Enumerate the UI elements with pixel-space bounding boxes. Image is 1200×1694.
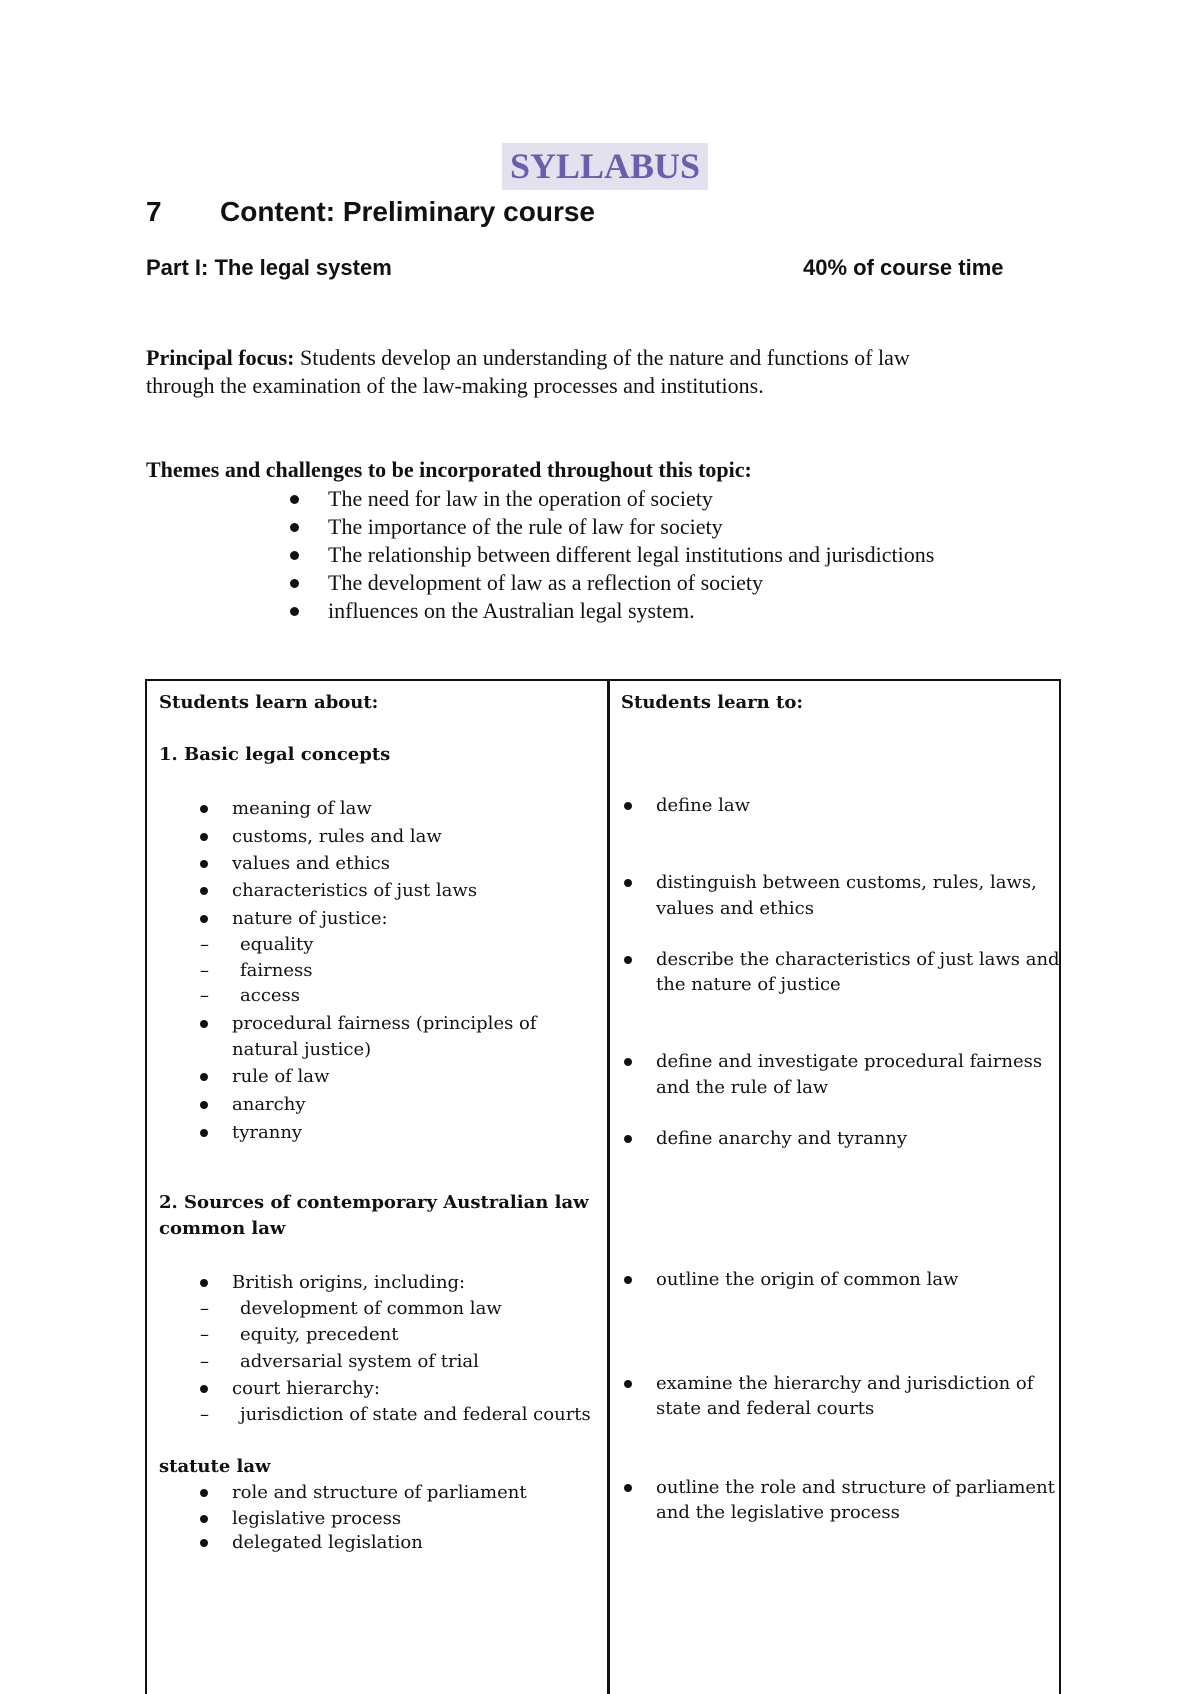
part-title: Part I: The legal system bbox=[146, 255, 392, 280]
list-item bbox=[290, 541, 934, 569]
list-item bbox=[232, 1064, 329, 1089]
bullet-icon bbox=[200, 805, 208, 813]
bullet-icon bbox=[624, 802, 632, 810]
bullet-icon bbox=[200, 887, 208, 895]
list-item bbox=[656, 1267, 958, 1292]
list-item-text: development of common law bbox=[240, 1298, 502, 1319]
themes-list bbox=[290, 485, 934, 625]
col2-header: Students learn to: bbox=[621, 692, 803, 713]
section2-title-line1: 2. Sources of contemporary Australian law bbox=[159, 1192, 589, 1213]
list-item-text: customs, rules and law bbox=[232, 826, 442, 847]
list-item-continuation: values and ethics bbox=[656, 898, 814, 919]
list-item bbox=[290, 597, 934, 625]
list-item-text: The relationship between different legal institutions and jurisdictions bbox=[328, 542, 935, 567]
list-item-text: The development of law as a reflection of society bbox=[328, 570, 763, 595]
sub-list-item bbox=[200, 983, 301, 1008]
principal-focus-line1 bbox=[146, 344, 910, 372]
statute-title: statute law bbox=[159, 1456, 271, 1477]
dash-icon: – bbox=[200, 934, 209, 955]
list-item-text: access bbox=[240, 985, 301, 1006]
list-item-text: tyranny bbox=[232, 1122, 303, 1143]
list-item-text: meaning of law bbox=[232, 798, 372, 819]
list-item-text: describe the characteristics of just laws and bbox=[656, 949, 1060, 970]
bullet-icon bbox=[624, 1276, 632, 1284]
bullet-icon bbox=[624, 1135, 632, 1143]
principal-focus-label: Principal focus: bbox=[146, 345, 295, 370]
list-item-text: characteristics of just laws bbox=[232, 880, 478, 901]
bullet-icon bbox=[200, 1129, 208, 1137]
list-item bbox=[232, 1011, 537, 1036]
bullet-icon bbox=[200, 1539, 208, 1547]
bullet-icon bbox=[624, 1484, 632, 1492]
principal-focus-text-1: Students develop an understanding of the nature and functions of law bbox=[300, 345, 910, 370]
dash-icon: – bbox=[200, 1298, 209, 1319]
bullet-icon bbox=[200, 1385, 208, 1393]
list-item-text: British origins, including: bbox=[232, 1272, 466, 1293]
list-item-text: fairness bbox=[240, 960, 313, 981]
list-item-text: legislative process bbox=[232, 1508, 402, 1529]
list-item-text: rule of law bbox=[232, 1066, 330, 1087]
list-item-text: procedural fairness (principles of bbox=[232, 1013, 537, 1034]
list-item-text: anarchy bbox=[232, 1094, 306, 1115]
part-time: 40% of course time bbox=[803, 255, 1004, 280]
bullet-icon bbox=[290, 551, 299, 560]
list-item bbox=[656, 1371, 1033, 1396]
list-item bbox=[232, 1120, 302, 1145]
list-item bbox=[656, 1126, 907, 1151]
bullet-icon bbox=[200, 860, 208, 868]
dash-icon: – bbox=[200, 985, 209, 1006]
list-item bbox=[232, 1092, 306, 1117]
list-item-text: define anarchy and tyranny bbox=[656, 1128, 908, 1149]
list-item-text: distinguish between customs, rules, laws, bbox=[656, 872, 1037, 893]
section-title: Content: Preliminary course bbox=[220, 196, 595, 227]
list-item-continuation: the nature of justice bbox=[656, 974, 841, 995]
dash-icon: – bbox=[200, 960, 209, 981]
table-right-border bbox=[1059, 679, 1061, 1694]
col1-header: Students learn about: bbox=[159, 692, 379, 713]
list-item bbox=[656, 870, 1037, 895]
list-item-text: define law bbox=[656, 795, 751, 816]
list-item bbox=[290, 513, 934, 541]
table-top-border bbox=[145, 679, 1061, 681]
themes-heading: Themes and challenges to be incorporated throughout this topic: bbox=[146, 457, 752, 482]
list-item-continuation: and the legislative process bbox=[656, 1502, 900, 1523]
table-column-divider bbox=[607, 679, 610, 1694]
list-item bbox=[232, 851, 390, 876]
list-item-text: values and ethics bbox=[232, 853, 390, 874]
section-heading bbox=[146, 196, 595, 228]
list-item-text: adversarial system of trial bbox=[240, 1351, 479, 1372]
sub-list-item bbox=[200, 932, 314, 957]
section2-title-line2: common law bbox=[159, 1218, 286, 1239]
list-item bbox=[232, 796, 372, 821]
list-item bbox=[232, 1506, 401, 1531]
bullet-icon bbox=[200, 1279, 208, 1287]
list-item-text: role and structure of parliament bbox=[232, 1482, 527, 1503]
list-item-text: court hierarchy: bbox=[232, 1378, 380, 1399]
syllabus-banner: SYLLABUS bbox=[502, 143, 708, 190]
part-line bbox=[146, 255, 1026, 281]
list-item bbox=[290, 569, 934, 597]
sub-list-item bbox=[200, 1322, 399, 1347]
list-item bbox=[232, 824, 442, 849]
list-item bbox=[232, 878, 477, 903]
list-item-text: equity, precedent bbox=[240, 1324, 399, 1345]
list-item-text: delegated legislation bbox=[232, 1532, 423, 1553]
bullet-icon bbox=[290, 523, 299, 532]
list-item-text: outline the origin of common law bbox=[656, 1269, 959, 1290]
list-item bbox=[656, 1475, 1055, 1500]
principal-focus-line2: through the examination of the law-making processes and institutions. bbox=[146, 373, 764, 398]
list-item bbox=[232, 1376, 380, 1401]
bullet-icon bbox=[624, 1380, 632, 1388]
sub-list-item bbox=[200, 1296, 502, 1321]
bullet-icon bbox=[290, 607, 299, 616]
list-item bbox=[232, 1480, 527, 1505]
list-item bbox=[232, 1270, 465, 1295]
bullet-icon bbox=[200, 1101, 208, 1109]
bullet-icon bbox=[200, 1489, 208, 1497]
dash-icon: – bbox=[200, 1404, 209, 1425]
list-item bbox=[232, 906, 388, 931]
list-item-text: equality bbox=[240, 934, 314, 955]
list-item-text: The importance of the rule of law for society bbox=[328, 514, 723, 539]
list-item-continuation: natural justice) bbox=[232, 1039, 372, 1060]
list-item-text: examine the hierarchy and jurisdiction of bbox=[656, 1373, 1034, 1394]
list-item-text: nature of justice: bbox=[232, 908, 388, 929]
bullet-icon bbox=[200, 833, 208, 841]
bullet-icon bbox=[624, 1058, 632, 1066]
sub-list-item bbox=[200, 1402, 591, 1427]
list-item-text: outline the role and structure of parliament bbox=[656, 1477, 1055, 1498]
bullet-icon bbox=[290, 495, 299, 504]
list-item bbox=[656, 793, 750, 818]
list-item bbox=[232, 1530, 423, 1555]
list-item bbox=[656, 947, 1060, 972]
list-item-text: The need for law in the operation of society bbox=[328, 486, 713, 511]
bullet-icon bbox=[624, 956, 632, 964]
list-item-text: influences on the Australian legal system. bbox=[328, 598, 695, 623]
dash-icon: – bbox=[200, 1324, 209, 1345]
list-item-continuation: and the rule of law bbox=[656, 1077, 829, 1098]
section-number: 7 bbox=[146, 196, 162, 227]
dash-icon: – bbox=[200, 1351, 209, 1372]
bullet-icon bbox=[200, 1073, 208, 1081]
bullet-icon bbox=[200, 915, 208, 923]
table-left-border bbox=[145, 679, 147, 1694]
list-item-text: define and investigate procedural fairness bbox=[656, 1051, 1043, 1072]
bullet-icon bbox=[200, 1020, 208, 1028]
bullet-icon bbox=[624, 879, 632, 887]
bullet-icon bbox=[200, 1515, 208, 1523]
list-item bbox=[290, 485, 934, 513]
bullet-icon bbox=[290, 579, 299, 588]
section1-title: 1. Basic legal concepts bbox=[159, 744, 391, 765]
sub-list-item bbox=[200, 958, 313, 983]
sub-list-item bbox=[200, 1349, 479, 1374]
list-item bbox=[656, 1049, 1042, 1074]
list-item-continuation: state and federal courts bbox=[656, 1398, 875, 1419]
list-item-text: jurisdiction of state and federal courts bbox=[240, 1404, 591, 1425]
